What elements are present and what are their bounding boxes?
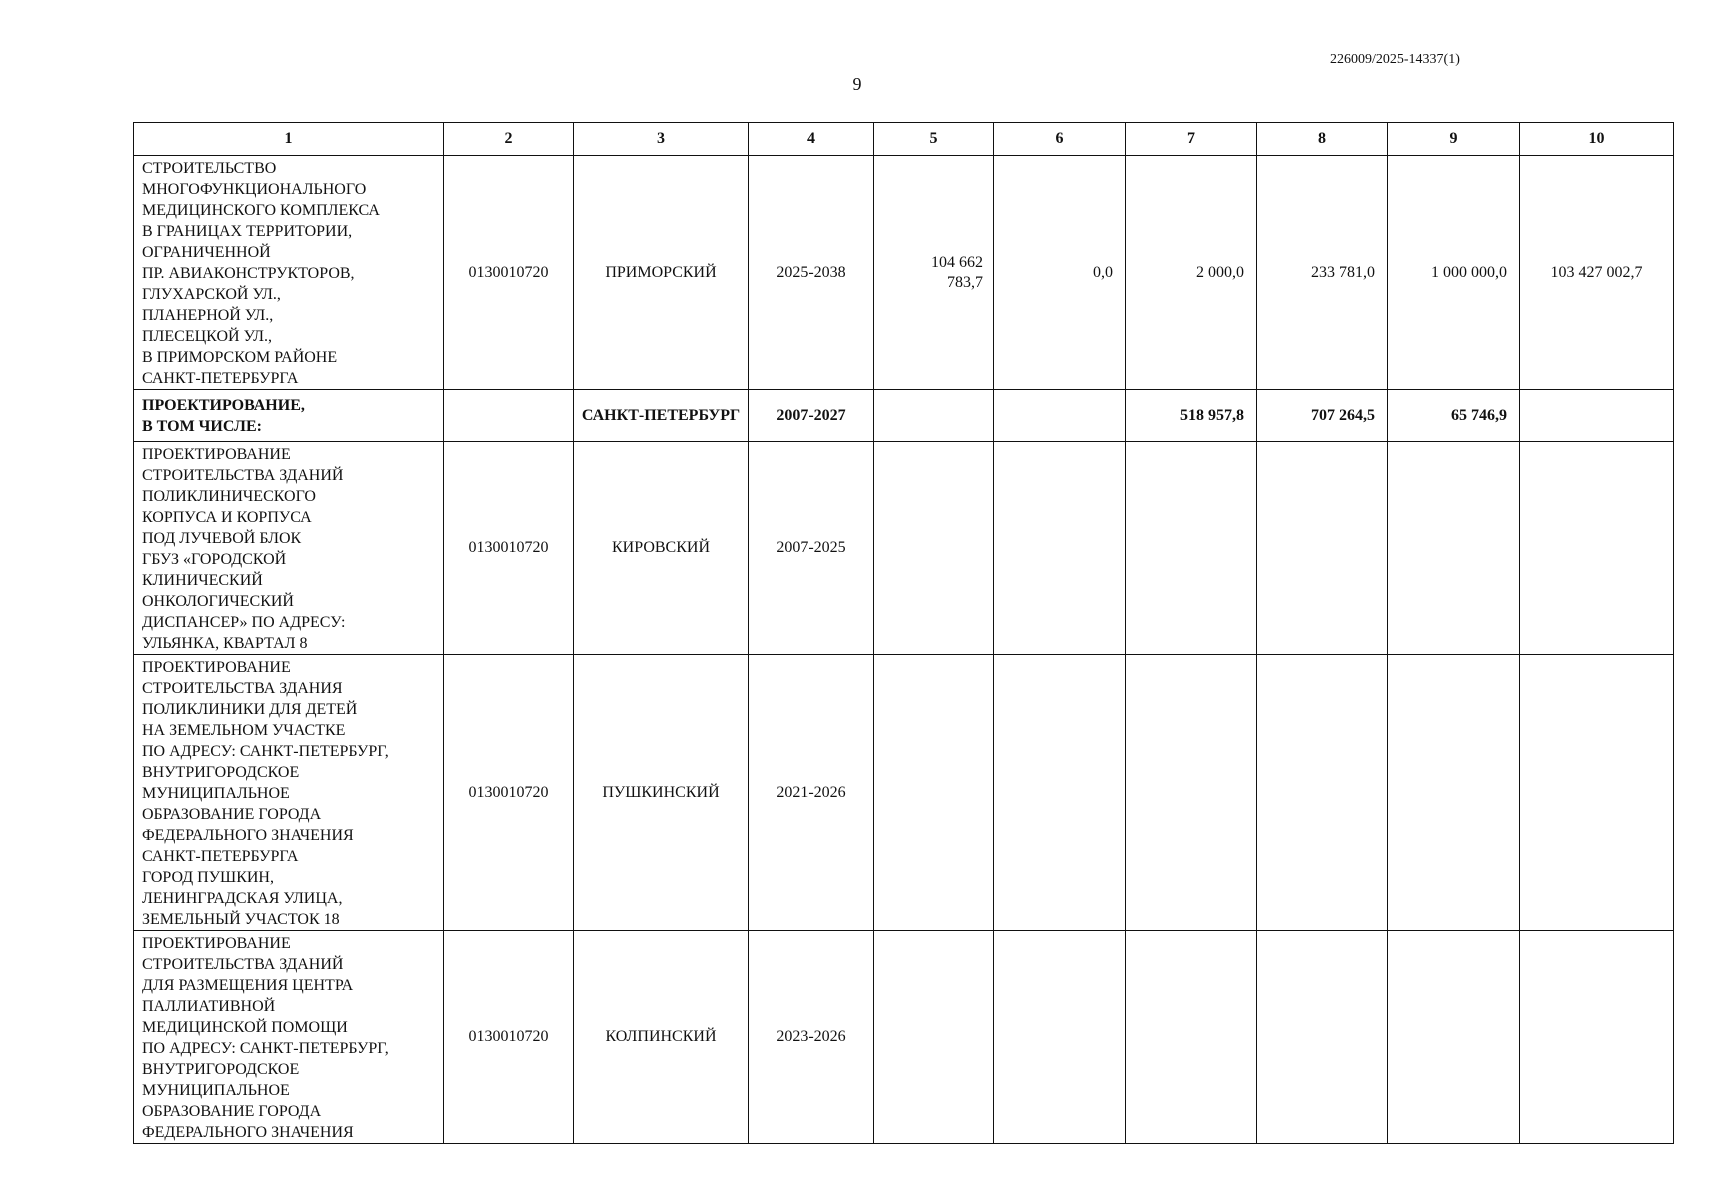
budget-code: 0130010720: [444, 931, 574, 1144]
name-line: ОНКОЛОГИЧЕСКИЙ: [142, 593, 294, 610]
value-col7: [1126, 442, 1257, 655]
name-line: ОГРАНИЧЕННОЙ: [142, 244, 271, 261]
district: ПУШКИНСКИЙ: [574, 655, 749, 931]
value-col8: [1257, 442, 1388, 655]
district: САНКТ-ПЕТЕРБУРГ: [574, 390, 749, 442]
name-line: ФЕДЕРАЛЬНОГО ЗНАЧЕНИЯ: [142, 1124, 354, 1141]
name-line: МНОГОФУНКЦИОНАЛЬНОГО: [142, 181, 367, 198]
name-line: САНКТ-ПЕТЕРБУРГА: [142, 370, 299, 387]
value-col10: 103 427 002,7: [1520, 156, 1674, 390]
value-col7: 518 957,8: [1126, 390, 1257, 442]
value-col5: [874, 931, 994, 1144]
object-name: [134, 156, 444, 390]
value-col5: [874, 442, 994, 655]
object-name: [134, 655, 444, 931]
name-line: МЕДИЦИНСКОЙ ПОМОЩИ: [142, 1019, 348, 1036]
value-col6: 0,0: [994, 156, 1126, 390]
name-line: ПРОЕКТИРОВАНИЕ,: [142, 396, 305, 414]
value-col10: [1520, 390, 1674, 442]
period: 2007-2025: [749, 442, 874, 655]
value-col7: 2 000,0: [1126, 156, 1257, 390]
name-line: ПОЛИКЛИНИКИ ДЛЯ ДЕТЕЙ: [142, 701, 358, 718]
table-header-row: [134, 123, 1674, 156]
district: КИРОВСКИЙ: [574, 442, 749, 655]
value-col7: [1126, 655, 1257, 931]
name-line: ГОРОД ПУШКИН,: [142, 869, 274, 886]
name-line: СТРОИТЕЛЬСТВА ЗДАНИЯ: [142, 680, 343, 697]
district: ПРИМОРСКИЙ: [574, 156, 749, 390]
value-col10: [1520, 655, 1674, 931]
column-header: 9: [1388, 123, 1520, 156]
value-col10: [1520, 442, 1674, 655]
value-col10: [1520, 931, 1674, 1144]
name-line: ПЛАНЕРНОЙ УЛ.,: [142, 307, 274, 324]
name-line: В ГРАНИЦАХ ТЕРРИТОРИИ,: [142, 223, 353, 240]
object-name: [134, 931, 444, 1144]
budget-code: 0130010720: [444, 156, 574, 390]
value-col5: [874, 390, 994, 442]
name-line: В ПРИМОРСКОМ РАЙОНЕ: [142, 349, 338, 366]
name-line: МУНИЦИПАЛЬНОЕ: [142, 1082, 290, 1099]
value-col8: [1257, 931, 1388, 1144]
value-col5-line1: 104 662: [931, 253, 983, 271]
page-number: 9: [852, 74, 862, 94]
name-line: ПОЛИКЛИНИЧЕСКОГО: [142, 488, 316, 505]
name-line: ПАЛЛИАТИВНОЙ: [142, 998, 276, 1015]
period: 2023-2026: [749, 931, 874, 1144]
name-line: УЛЬЯНКА, КВАРТАЛ 8: [142, 635, 308, 652]
column-header: 8: [1257, 123, 1388, 156]
value-col9: 1 000 000,0: [1388, 156, 1520, 390]
object-name: [134, 390, 444, 442]
name-line: МЕДИЦИНСКОГО КОМПЛЕКСА: [142, 202, 380, 219]
column-header: 4: [749, 123, 874, 156]
name-line: СТРОИТЕЛЬСТВО: [142, 160, 277, 177]
budget-table: [133, 122, 1674, 1144]
object-name: [134, 442, 444, 655]
value-col6: [994, 655, 1126, 931]
name-line: ЗЕМЕЛЬНЫЙ УЧАСТОК 18: [142, 911, 340, 928]
value-col8: 707 264,5: [1257, 390, 1388, 442]
table-row: [134, 655, 1674, 931]
name-line: ВНУТРИГОРОДСКОЕ: [142, 764, 300, 781]
name-line: В ТОМ ЧИСЛЕ:: [142, 417, 262, 435]
name-line: ДИСПАНСЕР» ПО АДРЕСУ:: [142, 614, 346, 631]
table-row: [134, 931, 1674, 1144]
value-col6: [994, 931, 1126, 1144]
value-col5-line2: 783,7: [947, 273, 983, 291]
budget-code: [444, 390, 574, 442]
value-col5: [874, 655, 994, 931]
period: 2025-2038: [749, 156, 874, 390]
value-col6: [994, 390, 1126, 442]
name-line: ЛЕНИНГРАДСКАЯ УЛИЦА,: [142, 890, 343, 907]
column-header: 1: [134, 123, 444, 156]
table-row: [134, 390, 1674, 442]
name-line: ПОД ЛУЧЕВОЙ БЛОК: [142, 530, 302, 547]
district: КОЛПИНСКИЙ: [574, 931, 749, 1144]
value-col9: 65 746,9: [1388, 390, 1520, 442]
table-row: [134, 442, 1674, 655]
name-line: ОБРАЗОВАНИЕ ГОРОДА: [142, 806, 322, 823]
name-line: ПО АДРЕСУ: САНКТ-ПЕТЕРБУРГ,: [142, 743, 389, 760]
name-line: ПРОЕКТИРОВАНИЕ: [142, 659, 291, 676]
column-header: 6: [994, 123, 1126, 156]
value-col7: [1126, 931, 1257, 1144]
name-line: САНКТ-ПЕТЕРБУРГА: [142, 848, 299, 865]
column-header: 3: [574, 123, 749, 156]
name-line: ГБУЗ «ГОРОДСКОЙ: [142, 551, 287, 568]
name-line: КОРПУСА И КОРПУСА: [142, 509, 312, 526]
document-id: 226009/2025-14337(1): [1330, 52, 1460, 67]
name-line: НА ЗЕМЕЛЬНОМ УЧАСТКЕ: [142, 722, 346, 739]
name-line: ВНУТРИГОРОДСКОЕ: [142, 1061, 300, 1078]
period: 2007-2027: [749, 390, 874, 442]
name-line: ПР. АВИАКОНСТРУКТОРОВ,: [142, 265, 355, 282]
period: 2021-2026: [749, 655, 874, 931]
table-row: [134, 156, 1674, 390]
name-line: ПРОЕКТИРОВАНИЕ: [142, 935, 291, 952]
name-line: ФЕДЕРАЛЬНОГО ЗНАЧЕНИЯ: [142, 827, 354, 844]
name-line: ОБРАЗОВАНИЕ ГОРОДА: [142, 1103, 322, 1120]
name-line: ПО АДРЕСУ: САНКТ-ПЕТЕРБУРГ,: [142, 1040, 389, 1057]
name-line: СТРОИТЕЛЬСТВА ЗДАНИЙ: [142, 956, 344, 973]
name-line: КЛИНИЧЕСКИЙ: [142, 572, 263, 589]
value-col8: [1257, 655, 1388, 931]
value-col9: [1388, 931, 1520, 1144]
name-line: ГЛУХАРСКОЙ УЛ.,: [142, 286, 281, 303]
name-line: СТРОИТЕЛЬСТВА ЗДАНИЙ: [142, 467, 344, 484]
budget-code: 0130010720: [444, 442, 574, 655]
value-col9: [1388, 655, 1520, 931]
name-line: ПРОЕКТИРОВАНИЕ: [142, 446, 291, 463]
column-header: 10: [1520, 123, 1674, 156]
column-header: 7: [1126, 123, 1257, 156]
value-col6: [994, 442, 1126, 655]
column-header: 5: [874, 123, 994, 156]
budget-code: 0130010720: [444, 655, 574, 931]
value-col8: 233 781,0: [1257, 156, 1388, 390]
value-col9: [1388, 442, 1520, 655]
value-col5: [874, 156, 994, 390]
name-line: ДЛЯ РАЗМЕЩЕНИЯ ЦЕНТРА: [142, 977, 354, 994]
name-line: ПЛЕСЕЦКОЙ УЛ.,: [142, 328, 272, 345]
column-header: 2: [444, 123, 574, 156]
name-line: МУНИЦИПАЛЬНОЕ: [142, 785, 290, 802]
